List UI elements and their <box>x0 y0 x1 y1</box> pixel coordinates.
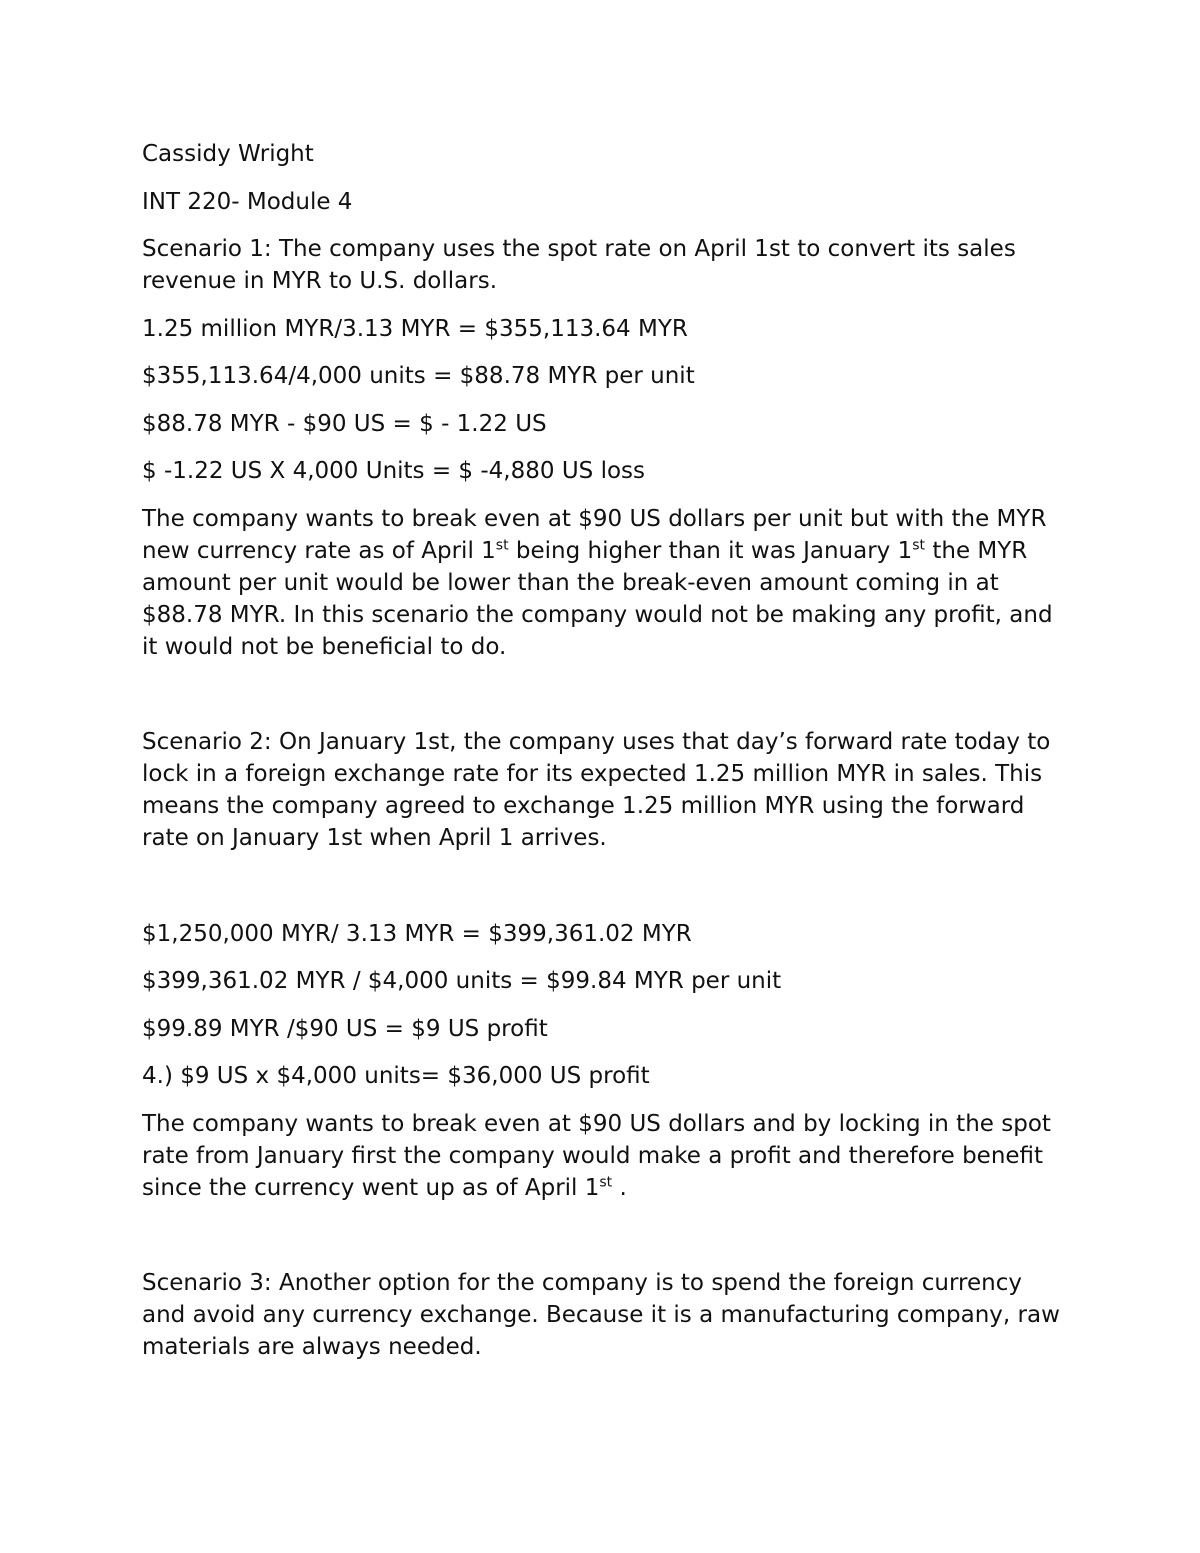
blank-line <box>142 678 1072 726</box>
scenario1-intro: Scenario 1: The company uses the spot rate on April 1st to convert its sales revenue in MYR to U.S. dollars. <box>142 236 1016 294</box>
scenario1-calc-1: 1.25 million MYR/3.13 MYR = $355,113.64 MYR <box>142 315 688 342</box>
scenario1-conclusion-sup-2: st <box>912 536 926 553</box>
scenario2-calc-2: $399,361.02 MYR / $4,000 units = $99.84 MYR per unit <box>142 968 782 994</box>
scenario1-conclusion-sup-1: st <box>495 536 509 553</box>
scenario1-calc-4: $ -1.22 US X 4,000 Units = $ -4,880 US loss <box>142 458 646 484</box>
scenario1-conclusion <box>142 503 1072 663</box>
scenario1-calc-2: $355,113.64/4,000 units = $88.78 MYR per unit <box>142 363 695 389</box>
scenario2-conclusion-part-1: The company wants to break even at $90 US dollars and by locking in the spot rate from January first the company would make a profit and therefore benefit since the currency went up as of April 1 <box>142 1110 1051 1201</box>
scenario2-calc-1: $1,250,000 MYR/ 3.13 MYR = $399,361.02 MYR <box>142 920 692 947</box>
document-body <box>142 138 1072 1379</box>
blank-line <box>142 870 1072 918</box>
scenario2-intro: Scenario 2: On January 1st, the company uses that day’s forward rate today to lock in a foreign exchange rate for its expected 1.25 million MYR in sales. This means the company agreed to exchange 1.25 million MYR using the forward rate on January 1st when April 1 arrives. <box>142 729 1051 851</box>
scenario1-calc-3: $88.78 MYR - $90 US = $ - 1.22 US <box>142 410 547 437</box>
scenario2-calc-3: $99.89 MYR /$90 US = $9 US profit <box>142 1015 548 1042</box>
scenario2-conclusion <box>142 1108 1072 1204</box>
course-title: INT 220- Module 4 <box>142 188 353 215</box>
author-name: Cassidy Wright <box>142 141 314 167</box>
scenario2-calc-4: 4.) $9 US x $4,000 units= $36,000 US profit <box>142 1063 650 1089</box>
blank-line <box>142 1219 1072 1267</box>
scenario1-conclusion-part-3: the MYR amount per unit would be lower than the break-even amount coming in at $88.78 MYR. In this scenario the company would not be making any profit, and it would not be beneficial to do. <box>142 537 1053 660</box>
scenario2-conclusion-part-2: . <box>612 1174 627 1201</box>
scenario3-intro: Scenario 3: Another option for the company is to spend the foreign currency and avoid any currency exchange. Because it is a manufacturing company, raw materials are always needed. <box>142 1270 1060 1360</box>
scenario2-conclusion-sup-1: st <box>599 1173 613 1190</box>
scenario1-conclusion-part-2: being higher than it was January 1 <box>508 537 913 564</box>
scenario1-conclusion-part-1: The company wants to break even at $90 US dollars per unit but with the MYR new currency rate as of April 1 <box>142 505 1047 564</box>
